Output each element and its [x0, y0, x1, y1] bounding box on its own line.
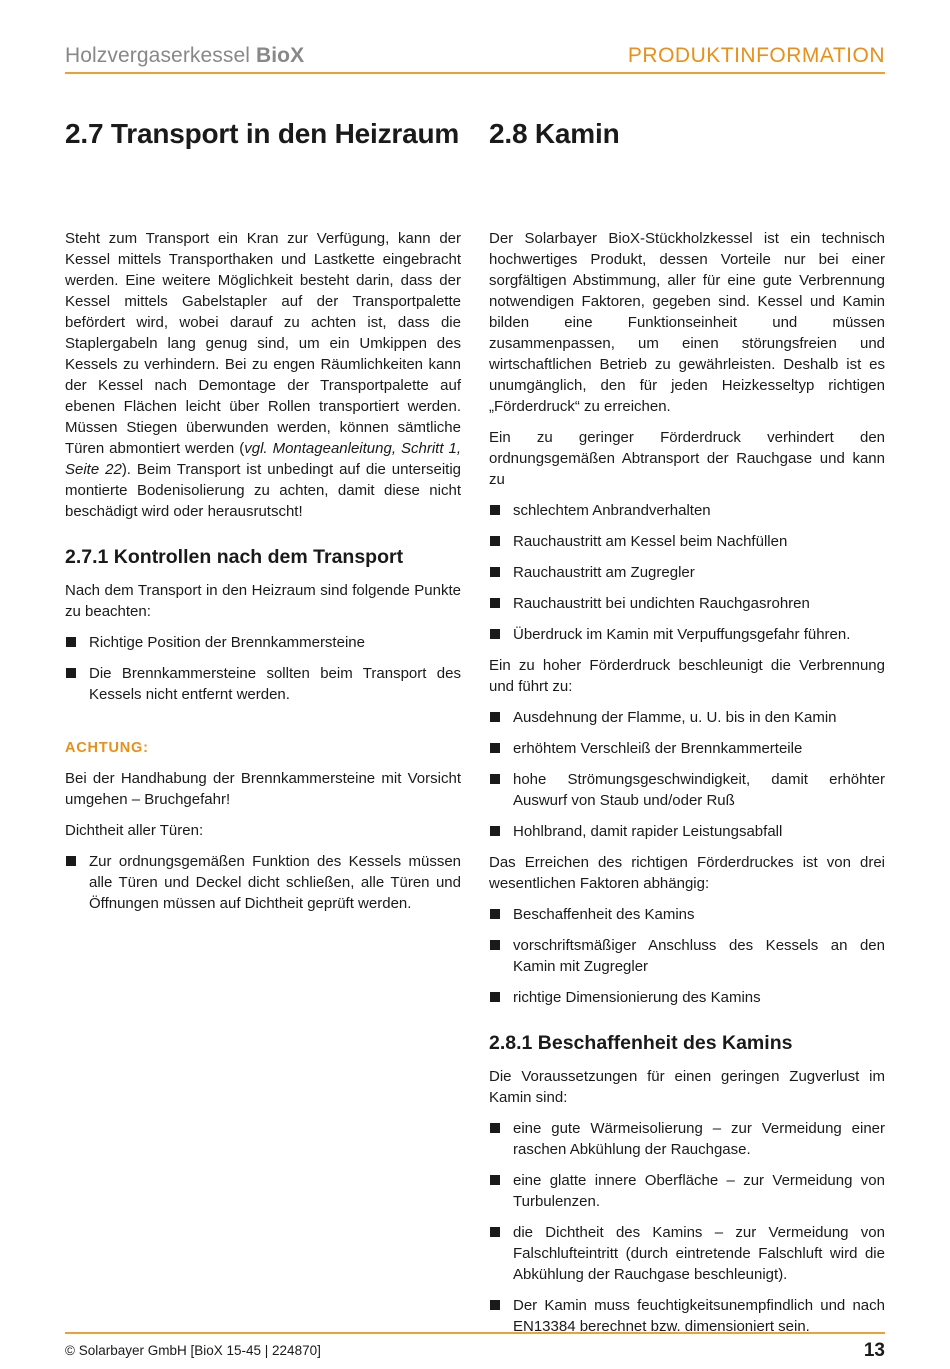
list-item	[65, 851, 461, 914]
list-item	[489, 738, 885, 759]
list-item-text: eine gute Wärmeisolierung – zur Vermeidung einer raschen Abkühlung der Rauchgase.	[513, 1120, 885, 1158]
list-item-text: schlechtem Anbrandverhalten	[513, 502, 711, 519]
list-item-text: Ausdehnung der Flamme, u. U. bis in den Kamin	[513, 709, 837, 726]
bullet-square-icon	[490, 940, 500, 950]
header-title-plain: Holzvergaserkessel	[65, 44, 256, 67]
doors-label: Dichtheit aller Türen:	[65, 822, 204, 839]
bullet-square-icon	[490, 536, 500, 546]
list-item-text: Rauchaustritt am Zugregler	[513, 564, 695, 581]
page-header	[65, 42, 885, 74]
list-item	[489, 624, 885, 645]
list-item-text: Rauchaustritt bei undichten Rauchgasrohren	[513, 595, 810, 612]
transport-intro-text-1: Steht zum Transport ein Kran zur Verfügung, kann der Kessel mittels Transporthaken und Lastkette eingebracht werden. Eine weitere Möglichkeit besteht darin, dass der Kessel mittels Gabelstapler auf der Transportpalette befördert wird, wobei darauf zu achten ist, dass die Staplergabeln lang genug sind, um ein Umkippen des Kessels zu verhindern. Bei zu engen Räumlichkeiten kann der Kessel nach Demontage der Transportpalette auf ebenen Flächen leicht über Rollen transportiert werden. Müssen Stiegen überwunden werden, können sämtliche Türen abmontiert werden (	[65, 230, 461, 457]
low-pressure-intro: Ein zu geringer Förderdruck verhindert den ordnungsgemäßen Abtransport der Rauchgase und kann zu	[489, 429, 885, 488]
list-item	[65, 632, 461, 653]
high-pressure-list	[489, 707, 885, 842]
bullet-square-icon	[490, 598, 500, 608]
list-item-text: hohe Strömungsgeschwindigkeit, damit erhöhter Auswurf von Staub und/oder Ruß	[513, 771, 885, 809]
kamin-condition-intro: Die Voraussetzungen für einen geringen Zugverlust im Kamin sind:	[489, 1068, 885, 1106]
list-item	[489, 1170, 885, 1212]
bullet-square-icon	[490, 992, 500, 1002]
subsection-heading-kamin-condition: 2.8.1 Beschaffenheit des Kamins	[489, 1032, 793, 1054]
bullet-square-icon	[490, 629, 500, 639]
list-item	[489, 821, 885, 842]
list-item	[489, 500, 885, 521]
list-item-text: eine glatte innere Oberfläche – zur Vermeidung von Turbulenzen.	[513, 1172, 885, 1210]
high-pressure-intro: Ein zu hoher Förderdruck beschleunigt die Verbrennung und führt zu:	[489, 657, 885, 695]
list-item-text: Beschaffenheit des Kamins	[513, 906, 695, 923]
list-item	[489, 593, 885, 614]
warning-text: Bei der Handhabung der Brennkammersteine mit Vorsicht umgehen – Bruchgefahr!	[65, 770, 461, 808]
list-item-text: Hohlbrand, damit rapider Leistungsabfall	[513, 823, 783, 840]
list-item	[489, 904, 885, 925]
controls-list	[65, 632, 461, 705]
subsection-heading-controls: 2.7.1 Kontrollen nach dem Transport	[65, 546, 404, 568]
header-title-bold: BioX	[255, 44, 305, 67]
low-pressure-list	[489, 500, 885, 645]
transport-intro-text-2: ). Beim Transport ist unbedingt auf die unterseitig montierte Bodenisolierung zu achten, damit diese nicht beschädigt wird oder herausrutscht!	[65, 461, 462, 520]
list-item-text: Richtige Position der Brennkammersteine	[89, 634, 365, 651]
list-item	[489, 707, 885, 728]
list-item	[489, 531, 885, 552]
section-heading-transport: 2.7 Transport in den Heizraum	[65, 118, 460, 149]
list-item	[489, 769, 885, 811]
list-item	[489, 987, 885, 1008]
doors-list	[65, 851, 461, 914]
section-heading-kamin: 2.8 Kamin	[489, 118, 620, 149]
list-item-text: Zur ordnungsgemäßen Funktion des Kessels müssen alle Türen und Deckel dicht schließen, alle Türen und Öffnungen müssen auf Dichtheit geprüft werden.	[89, 853, 461, 912]
bullet-square-icon	[490, 774, 500, 784]
header-product-title	[65, 44, 304, 68]
header-section-label: PRODUKTINFORMATION	[627, 44, 885, 67]
bullet-square-icon	[490, 1300, 500, 1310]
list-item-text: Der Kamin muss feuchtigkeitsunempfindlich und nach EN13384 berechnet bzw. dimensioniert sein.	[513, 1297, 885, 1335]
bullet-square-icon	[490, 743, 500, 753]
list-item	[65, 663, 461, 705]
factors-list	[489, 904, 885, 1008]
list-item-text: Rauchaustritt am Kessel beim Nachfüllen	[513, 533, 788, 550]
bullet-square-icon	[490, 909, 500, 919]
page-number: 13	[863, 1340, 885, 1361]
bullet-square-icon	[490, 712, 500, 722]
right-column	[489, 110, 885, 1347]
controls-intro: Nach dem Transport in den Heizraum sind folgende Punkte zu beachten:	[65, 582, 461, 620]
warning-label: ACHTUNG:	[65, 740, 149, 756]
kamin-condition-list	[489, 1118, 885, 1337]
footer-copyright: © Solarbayer GmbH [BioX 15-45 | 224870]	[65, 1343, 321, 1358]
left-column	[65, 110, 461, 924]
list-item-text: die Dichtheit des Kamins – zur Vermeidung von Falschlufteintritt (durch eintretende Falschluft wird die Abkühlung der Rauchgase beschleunigt).	[513, 1224, 885, 1283]
list-item-text: erhöhtem Verschleiß der Brennkammerteile	[513, 740, 803, 757]
list-item	[489, 1295, 885, 1337]
bullet-square-icon	[66, 856, 76, 866]
list-item	[489, 562, 885, 583]
bullet-square-icon	[490, 1175, 500, 1185]
bullet-square-icon	[490, 826, 500, 836]
list-item-text: richtige Dimensionierung des Kamins	[513, 989, 761, 1006]
bullet-square-icon	[490, 1227, 500, 1237]
list-item	[489, 935, 885, 977]
transport-intro-reference: vgl. Montageanleitung, Schritt 1, Seite 22	[65, 440, 462, 478]
kamin-intro-paragraph: Der Solarbayer BioX-Stückholzkessel ist ein technisch hochwertiges Produkt, dessen Vorteile nur bei einer sorgfältigen Abstimmung, aller für eine gute Verbrennung notwendigen Faktoren, gegeben sind. Kessel und Kamin bilden eine Funktionseinheit und müssen zusammenpassen, um einen störungsfreien und wirtschaftlichen Betrieb zu gewährleisten. Deshalb ist es unumgänglich, den für jeden Heizkesseltyp richtigen „Förderdruck“ zu erreichen.	[489, 230, 885, 415]
transport-intro-paragraph	[65, 228, 461, 522]
bullet-square-icon	[66, 668, 76, 678]
list-item-text: Überdruck im Kamin mit Verpuffungsgefahr führen.	[513, 626, 851, 643]
bullet-square-icon	[490, 1123, 500, 1133]
bullet-square-icon	[66, 637, 76, 647]
list-item-text: Die Brennkammersteine sollten beim Transport des Kessels nicht entfernt werden.	[89, 665, 461, 703]
bullet-square-icon	[490, 567, 500, 577]
bullet-square-icon	[490, 505, 500, 515]
list-item	[489, 1222, 885, 1285]
list-item	[489, 1118, 885, 1160]
page-footer	[65, 1332, 885, 1364]
list-item-text: vorschriftsmäßiger Anschluss des Kessels an den Kamin mit Zugregler	[513, 937, 885, 975]
factors-intro: Das Erreichen des richtigen Förderdruckes ist von drei wesentlichen Faktoren abhängig:	[489, 854, 885, 892]
